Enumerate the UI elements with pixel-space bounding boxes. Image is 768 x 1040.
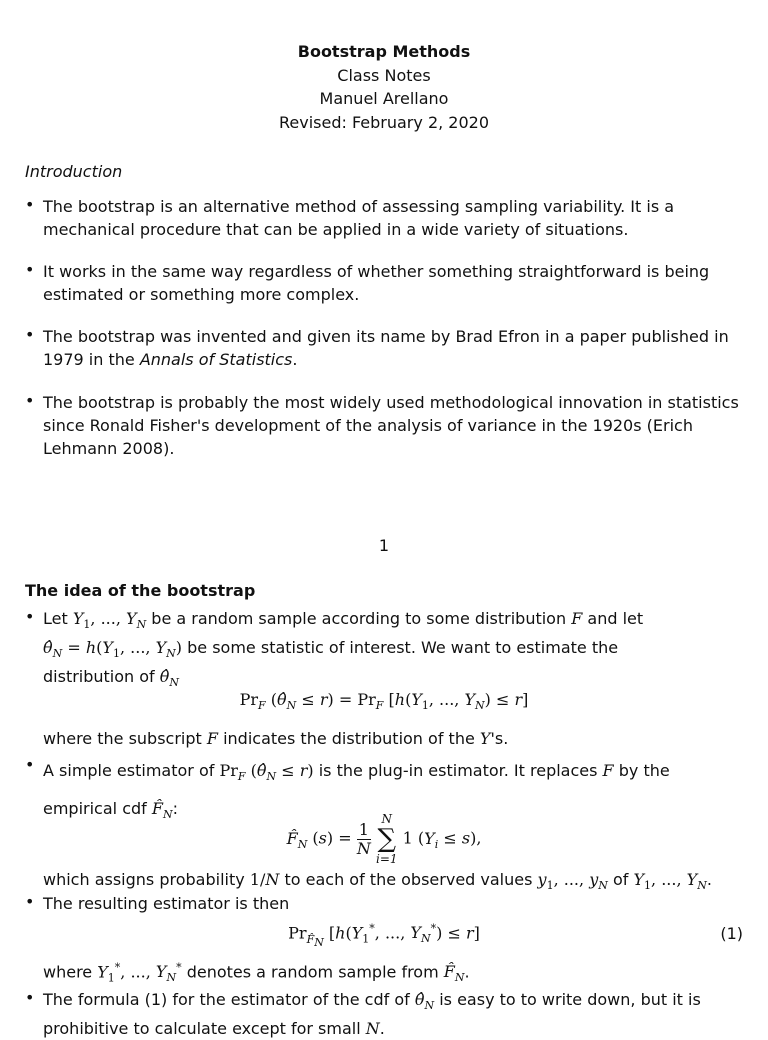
bullet-dot: •	[25, 607, 35, 626]
intro-bullet-1	[25, 195, 750, 241]
idea-bullet-4	[25, 988, 750, 1040]
where-random-sample-text: where $Y_1^*$, ..., $Y_N^*$ denotes a random sample from $F̂_N$.	[43, 961, 470, 985]
doc-subtitle: Class Notes	[337, 65, 431, 85]
bullet-text: The formula (1) for the estimator of the cdf of $\thetâ_N$ is easy to to write down, but it is prohibitive to calculate except for small N.	[43, 990, 701, 1039]
intro-bullet-3	[25, 325, 750, 371]
equation-number: (1)	[720, 924, 743, 943]
bullet-text: A simple estimator of $Pr_F$ $(\thetâ_N \le r)$ is the plug-in estimator. It replaces F by the empirical cdf $F̂_N$:	[43, 761, 670, 822]
intro-bullet-2	[25, 260, 750, 306]
assigns-probability-text: which assigns probability 1/N to each of the observed values $y_1$, ..., $y_N$ of $Y_1$, ..., $Y_N$.	[43, 870, 712, 893]
bullet-dot: •	[25, 391, 35, 410]
where-subscript-text: where the subscript F indicates the distribution of the Y's.	[43, 729, 509, 748]
idea-bullet-1	[25, 607, 750, 695]
bullet-dot: •	[25, 195, 35, 214]
title-block	[0, 40, 768, 134]
bullet-dot: •	[25, 325, 35, 344]
equation-pr-theta: $Pr_F$ $(\thetâ_N \le r) = Pr_F$ [$h(Y_1$, ..., $Y_N) \le r$]	[239, 690, 529, 713]
intro-bullet-4	[25, 391, 750, 460]
equation-resulting-estimator: $Pr_{F̂_N}$ [$h(Y_1^*$, ..., $Y_N^*) \le r$]	[288, 922, 480, 949]
bullet-text: Let $Y_1$, ..., $Y_N$ be a random sample according to some distribution F and let $\thetâ_N = h(Y_1$, ..., $Y_N$) be some statistic of interest. We want to estimate the distribution of $\thetâ_N$	[43, 609, 644, 690]
journal-name: Annals of Statistics	[139, 350, 293, 369]
section-heading-introduction: Introduction	[25, 162, 123, 181]
idea-bullet-3	[25, 892, 750, 915]
bullet-text: The resulting estimator is then	[43, 894, 290, 913]
bullet-dot: •	[25, 988, 35, 1007]
bullet-text: The bootstrap was invented and given its name by Brad Efron in a paper published in 1979 in the Annals of Statistics.	[43, 327, 729, 369]
section-heading-bootstrap-idea: The idea of the bootstrap	[25, 581, 256, 600]
bullet-dot: •	[25, 260, 35, 279]
bullet-text: The bootstrap is an alternative method of assessing sampling variability. It is a mechanical procedure that can be applied in a wide variety of situations.	[43, 197, 675, 239]
bullet-dot: •	[25, 892, 35, 911]
doc-title: Bootstrap Methods	[297, 42, 471, 61]
bullet-text: It works in the same way regardless of whether something straightforward is being estimated or something more complex.	[43, 262, 710, 304]
doc-revised: Revised: February 2, 2020	[278, 112, 490, 132]
bullet-dot: •	[25, 755, 35, 774]
page-number: 1	[378, 536, 390, 555]
equation-empirical-cdf: $F̂_N$ (s) = $\frac{1}{N}$ N ∑ i=1 1 $(Y_i \le s)$,	[286, 812, 482, 866]
doc-author: Manuel Arellano	[319, 89, 449, 108]
bullet-text: The bootstrap is probably the most widely used methodological innovation in statistics since Ronald Fisher's development of the analysis of variance in the 1920s (Erich Lehmann 2008).	[43, 393, 739, 458]
